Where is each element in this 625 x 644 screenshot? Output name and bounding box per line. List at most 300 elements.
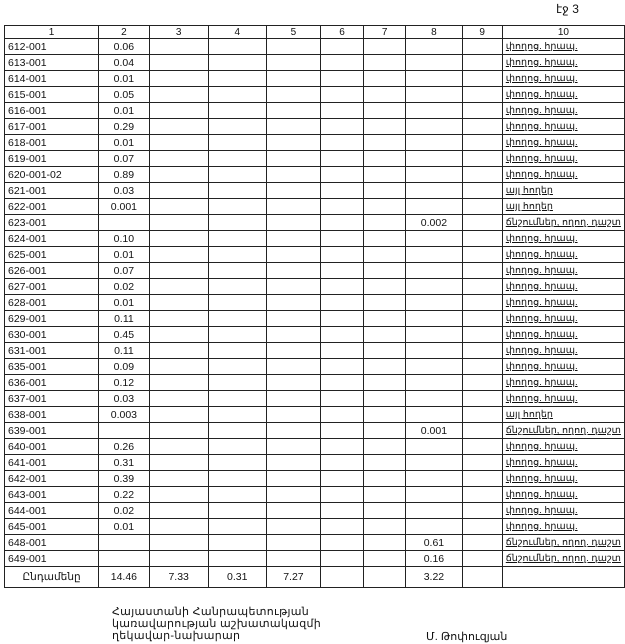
cell-col-1: 649-001 <box>5 551 99 567</box>
cell-col-9 <box>462 215 502 231</box>
cell-col-1: 645-001 <box>5 519 99 535</box>
cell-col-7 <box>364 151 406 167</box>
cell-col-3 <box>149 375 208 391</box>
cell-col-4 <box>208 375 266 391</box>
cell-col-9 <box>462 375 502 391</box>
cell-col-2: 0.05 <box>99 87 149 103</box>
cell-col-8 <box>406 87 462 103</box>
cell-col-5 <box>266 295 320 311</box>
cell-col-9 <box>462 279 502 295</box>
cell-col-6 <box>321 247 364 263</box>
cell-col-10: փողոց. հրապ. <box>502 343 624 359</box>
cell-col-6 <box>321 567 364 588</box>
cell-col-4 <box>208 359 266 375</box>
cell-col-10: փողոց. հրապ. <box>502 119 624 135</box>
cell-col-6 <box>321 55 364 71</box>
cell-col-9 <box>462 503 502 519</box>
cell-col-4 <box>208 87 266 103</box>
cell-col-4 <box>208 39 266 55</box>
cell-col-6 <box>321 119 364 135</box>
cell-col-5 <box>266 151 320 167</box>
cell-col-2 <box>99 215 149 231</box>
cell-col-5: 5 <box>266 26 320 39</box>
cell-col-1: 635-001 <box>5 359 99 375</box>
cell-col-7 <box>364 87 406 103</box>
cell-col-8 <box>406 55 462 71</box>
cell-col-5 <box>266 423 320 439</box>
cell-col-8 <box>406 279 462 295</box>
cell-col-8 <box>406 391 462 407</box>
cell-col-10: փողոց. հրապ. <box>502 359 624 375</box>
cell-col-3 <box>149 535 208 551</box>
cell-col-5 <box>266 359 320 375</box>
table-row <box>5 423 625 439</box>
cell-col-4 <box>208 247 266 263</box>
cell-col-6 <box>321 487 364 503</box>
cell-col-9 <box>462 343 502 359</box>
cell-col-7 <box>364 503 406 519</box>
cell-col-7 <box>364 295 406 311</box>
cell-col-2: 0.01 <box>99 103 149 119</box>
cell-col-7 <box>364 535 406 551</box>
cell-col-5 <box>266 103 320 119</box>
cell-col-9 <box>462 39 502 55</box>
cell-col-10: 10 <box>502 26 624 39</box>
cell-col-1: 638-001 <box>5 407 99 423</box>
cell-col-7: 7 <box>364 26 406 39</box>
cell-col-5 <box>266 263 320 279</box>
cell-col-6 <box>321 279 364 295</box>
cell-col-5 <box>266 71 320 87</box>
cell-col-8: 0.61 <box>406 535 462 551</box>
cell-col-7 <box>364 215 406 231</box>
cell-col-7 <box>364 247 406 263</box>
cell-col-9 <box>462 183 502 199</box>
cell-col-7 <box>364 519 406 535</box>
cell-col-3 <box>149 311 208 327</box>
cell-col-10: այլ հողեր <box>502 183 624 199</box>
cell-col-10: փողոց. հրապ. <box>502 231 624 247</box>
cell-col-10: փողոց. հրապ. <box>502 391 624 407</box>
cell-col-5 <box>266 503 320 519</box>
cell-col-1: 621-001 <box>5 183 99 199</box>
cell-col-3 <box>149 423 208 439</box>
cell-col-8 <box>406 183 462 199</box>
cell-col-3: 7.33 <box>149 567 208 588</box>
cell-col-2: 0.04 <box>99 55 149 71</box>
cell-col-7 <box>364 567 406 588</box>
cell-col-6 <box>321 359 364 375</box>
cell-col-9 <box>462 71 502 87</box>
cell-col-8 <box>406 359 462 375</box>
table-row <box>5 519 625 535</box>
cell-col-8 <box>406 39 462 55</box>
cell-col-7 <box>364 119 406 135</box>
cell-col-3 <box>149 487 208 503</box>
cell-col-7 <box>364 263 406 279</box>
cell-col-9 <box>462 487 502 503</box>
cell-col-2: 2 <box>99 26 149 39</box>
cell-col-5 <box>266 455 320 471</box>
cell-col-5 <box>266 551 320 567</box>
cell-col-9 <box>462 391 502 407</box>
cell-col-10: փողոց. հրապ. <box>502 311 624 327</box>
cell-col-5 <box>266 55 320 71</box>
cell-col-3 <box>149 119 208 135</box>
cell-col-4 <box>208 199 266 215</box>
cell-col-6 <box>321 199 364 215</box>
cell-col-6 <box>321 423 364 439</box>
cell-col-5 <box>266 343 320 359</box>
cell-col-3 <box>149 279 208 295</box>
cell-col-10: փողոց. հրապ. <box>502 39 624 55</box>
cell-col-7 <box>364 71 406 87</box>
table-row <box>5 407 625 423</box>
cell-col-2 <box>99 423 149 439</box>
cell-col-3 <box>149 231 208 247</box>
cell-col-2: 0.01 <box>99 295 149 311</box>
cell-col-3 <box>149 551 208 567</box>
cell-col-4 <box>208 135 266 151</box>
cell-col-7 <box>364 311 406 327</box>
table-row <box>5 279 625 295</box>
cell-col-9 <box>462 55 502 71</box>
cell-col-2: 0.03 <box>99 391 149 407</box>
cell-col-8 <box>406 71 462 87</box>
cell-col-6 <box>321 215 364 231</box>
cell-col-4 <box>208 439 266 455</box>
table-row <box>5 119 625 135</box>
cell-col-8 <box>406 199 462 215</box>
cell-col-4 <box>208 295 266 311</box>
cell-col-3 <box>149 87 208 103</box>
cell-col-2: 0.01 <box>99 135 149 151</box>
cell-col-10: փողոց. հրապ. <box>502 295 624 311</box>
cell-col-9 <box>462 407 502 423</box>
cell-col-10: փողոց. հրապ. <box>502 247 624 263</box>
cell-col-4 <box>208 471 266 487</box>
cell-col-10 <box>502 567 624 588</box>
signature-block <box>112 606 321 642</box>
cell-col-2: 0.06 <box>99 39 149 55</box>
cell-col-10: փողոց. հրապ. <box>502 135 624 151</box>
cell-col-9 <box>462 327 502 343</box>
table-row <box>5 183 625 199</box>
cell-col-8 <box>406 151 462 167</box>
cell-col-5 <box>266 535 320 551</box>
cell-col-2: 14.46 <box>99 567 149 588</box>
cell-col-9 <box>462 151 502 167</box>
total-row <box>5 567 625 588</box>
cell-col-3 <box>149 519 208 535</box>
cell-col-9 <box>462 567 502 588</box>
cell-col-6 <box>321 295 364 311</box>
cell-col-2: 0.89 <box>99 167 149 183</box>
cell-col-1: 644-001 <box>5 503 99 519</box>
table-row <box>5 199 625 215</box>
cell-col-10: փողոց. հրապ. <box>502 167 624 183</box>
cell-col-5 <box>266 247 320 263</box>
cell-col-9 <box>462 455 502 471</box>
cell-col-7 <box>364 183 406 199</box>
cell-col-8 <box>406 487 462 503</box>
table-row <box>5 135 625 151</box>
cell-col-7 <box>364 103 406 119</box>
cell-col-6 <box>321 263 364 279</box>
cell-col-10: փողոց. հրապ. <box>502 103 624 119</box>
cell-col-8 <box>406 519 462 535</box>
cell-col-2: 0.29 <box>99 119 149 135</box>
table-row <box>5 359 625 375</box>
cell-col-9 <box>462 167 502 183</box>
cell-col-3 <box>149 407 208 423</box>
cell-col-4 <box>208 343 266 359</box>
cell-col-7 <box>364 423 406 439</box>
cell-col-8 <box>406 503 462 519</box>
table-row <box>5 215 625 231</box>
cell-col-7 <box>364 439 406 455</box>
cell-col-8 <box>406 471 462 487</box>
footer-line-1: Հայաստանի Հանրապետության <box>112 606 310 618</box>
table-row <box>5 231 625 247</box>
cell-col-1: 641-001 <box>5 455 99 471</box>
signer-name: Մ. Թոփուզյան <box>426 631 508 643</box>
cell-col-8 <box>406 343 462 359</box>
cell-col-5 <box>266 167 320 183</box>
cell-col-7 <box>364 407 406 423</box>
table-row <box>5 55 625 71</box>
cell-col-4 <box>208 391 266 407</box>
cell-col-6 <box>321 71 364 87</box>
cell-col-4 <box>208 279 266 295</box>
cell-col-1: Ընդամենը <box>5 567 99 588</box>
cell-col-10: փողոց. հրապ. <box>502 471 624 487</box>
cell-col-3 <box>149 39 208 55</box>
cell-col-7 <box>364 279 406 295</box>
cell-col-5 <box>266 39 320 55</box>
cell-col-10: փողոց. հրապ. <box>502 487 624 503</box>
cell-col-10: փողոց. հրապ. <box>502 327 624 343</box>
cell-col-3 <box>149 199 208 215</box>
cell-col-5 <box>266 135 320 151</box>
cell-col-6 <box>321 167 364 183</box>
cell-col-6 <box>321 519 364 535</box>
cell-col-9 <box>462 519 502 535</box>
cell-col-6 <box>321 535 364 551</box>
cell-col-5 <box>266 231 320 247</box>
cell-col-8: 0.16 <box>406 551 462 567</box>
cell-col-6 <box>321 183 364 199</box>
table-row <box>5 391 625 407</box>
cell-col-4 <box>208 423 266 439</box>
table-row <box>5 39 625 55</box>
cell-col-9 <box>462 263 502 279</box>
cell-col-2 <box>99 551 149 567</box>
cell-col-6 <box>321 407 364 423</box>
cell-col-7 <box>364 471 406 487</box>
cell-col-1: 642-001 <box>5 471 99 487</box>
table-row <box>5 167 625 183</box>
cell-col-2 <box>99 535 149 551</box>
cell-col-9 <box>462 535 502 551</box>
cell-col-8: 8 <box>406 26 462 39</box>
cell-col-3 <box>149 343 208 359</box>
cell-col-2: 0.02 <box>99 279 149 295</box>
cell-col-3 <box>149 71 208 87</box>
cell-col-1: 618-001 <box>5 135 99 151</box>
cell-col-9 <box>462 551 502 567</box>
table-row <box>5 87 625 103</box>
cell-col-4 <box>208 55 266 71</box>
cell-col-3 <box>149 455 208 471</box>
cell-col-6: 6 <box>321 26 364 39</box>
cell-col-8: 3.22 <box>406 567 462 588</box>
cell-col-3 <box>149 263 208 279</box>
table-row <box>5 375 625 391</box>
cell-col-2: 0.003 <box>99 407 149 423</box>
cell-col-5 <box>266 311 320 327</box>
cell-col-9 <box>462 119 502 135</box>
cell-col-9 <box>462 103 502 119</box>
cell-col-1: 617-001 <box>5 119 99 135</box>
cell-col-9 <box>462 135 502 151</box>
cell-col-10: ճնշումներ, ողող. դաշտ <box>502 551 624 567</box>
cell-col-2: 0.09 <box>99 359 149 375</box>
cell-col-6 <box>321 135 364 151</box>
cell-col-5 <box>266 327 320 343</box>
cell-col-3 <box>149 503 208 519</box>
cell-col-2: 0.39 <box>99 471 149 487</box>
footer-line-3: ղեկավար-նախարար <box>112 630 241 642</box>
cell-col-5 <box>266 471 320 487</box>
cell-col-6 <box>321 327 364 343</box>
cell-col-1: 627-001 <box>5 279 99 295</box>
cell-col-9: 9 <box>462 26 502 39</box>
table-row <box>5 503 625 519</box>
cell-col-9 <box>462 311 502 327</box>
cell-col-4 <box>208 455 266 471</box>
cell-col-8: 0.002 <box>406 215 462 231</box>
cell-col-9 <box>462 471 502 487</box>
cell-col-2: 0.01 <box>99 71 149 87</box>
cell-col-4 <box>208 535 266 551</box>
cell-col-8 <box>406 439 462 455</box>
table-row <box>5 311 625 327</box>
cell-col-3 <box>149 247 208 263</box>
table-row <box>5 471 625 487</box>
cell-col-8 <box>406 375 462 391</box>
cell-col-8 <box>406 311 462 327</box>
cell-col-3 <box>149 295 208 311</box>
cell-col-6 <box>321 151 364 167</box>
cell-col-2: 0.01 <box>99 247 149 263</box>
table-row <box>5 487 625 503</box>
cell-col-4 <box>208 151 266 167</box>
table-row <box>5 295 625 311</box>
cell-col-1: 643-001 <box>5 487 99 503</box>
table-row <box>5 247 625 263</box>
cell-col-3 <box>149 183 208 199</box>
cell-col-6 <box>321 439 364 455</box>
table-row <box>5 151 625 167</box>
cell-col-1: 648-001 <box>5 535 99 551</box>
cell-col-3 <box>149 439 208 455</box>
cell-col-1: 637-001 <box>5 391 99 407</box>
cell-col-8 <box>406 135 462 151</box>
cell-col-9 <box>462 199 502 215</box>
cell-col-1: 625-001 <box>5 247 99 263</box>
cell-col-8 <box>406 455 462 471</box>
cell-col-1: 630-001 <box>5 327 99 343</box>
cell-col-3 <box>149 135 208 151</box>
cell-col-7 <box>364 55 406 71</box>
cell-col-8 <box>406 247 462 263</box>
cell-col-1: 623-001 <box>5 215 99 231</box>
cell-col-7 <box>364 359 406 375</box>
cell-col-3 <box>149 327 208 343</box>
cell-col-6 <box>321 551 364 567</box>
cell-col-3 <box>149 471 208 487</box>
cell-col-4 <box>208 407 266 423</box>
cell-col-8 <box>406 231 462 247</box>
cell-col-5 <box>266 279 320 295</box>
cell-col-4 <box>208 215 266 231</box>
cell-col-10: փողոց. հրապ. <box>502 503 624 519</box>
cell-col-4 <box>208 183 266 199</box>
cell-col-8 <box>406 263 462 279</box>
cell-col-4: 0.31 <box>208 567 266 588</box>
cell-col-2: 0.26 <box>99 439 149 455</box>
cell-col-7 <box>364 39 406 55</box>
cell-col-10: փողոց. հրապ. <box>502 71 624 87</box>
cell-col-9 <box>462 439 502 455</box>
cell-col-1: 628-001 <box>5 295 99 311</box>
cell-col-7 <box>364 231 406 247</box>
cell-col-5 <box>266 439 320 455</box>
cell-col-7 <box>364 167 406 183</box>
cell-col-4 <box>208 119 266 135</box>
table-row <box>5 71 625 87</box>
table-row <box>5 263 625 279</box>
cell-col-1: 624-001 <box>5 231 99 247</box>
cell-col-4 <box>208 103 266 119</box>
cell-col-5 <box>266 87 320 103</box>
cell-col-1: 639-001 <box>5 423 99 439</box>
cell-col-9 <box>462 423 502 439</box>
cell-col-4 <box>208 71 266 87</box>
cell-col-10: փողոց. հրապ. <box>502 455 624 471</box>
cell-col-7 <box>364 199 406 215</box>
cell-col-9 <box>462 231 502 247</box>
cell-col-7 <box>364 135 406 151</box>
cell-col-3 <box>149 391 208 407</box>
cell-col-5 <box>266 119 320 135</box>
cell-col-10: այլ հողեր <box>502 199 624 215</box>
cell-col-6 <box>321 391 364 407</box>
cell-col-9 <box>462 87 502 103</box>
cell-col-3 <box>149 167 208 183</box>
cell-col-2: 0.01 <box>99 519 149 535</box>
cell-col-1: 620-001-02 <box>5 167 99 183</box>
table-row <box>5 439 625 455</box>
cell-col-8 <box>406 103 462 119</box>
table-row <box>5 551 625 567</box>
cell-col-2: 0.11 <box>99 343 149 359</box>
cell-col-6 <box>321 343 364 359</box>
cell-col-1: 614-001 <box>5 71 99 87</box>
cell-col-4 <box>208 551 266 567</box>
cell-col-6 <box>321 311 364 327</box>
